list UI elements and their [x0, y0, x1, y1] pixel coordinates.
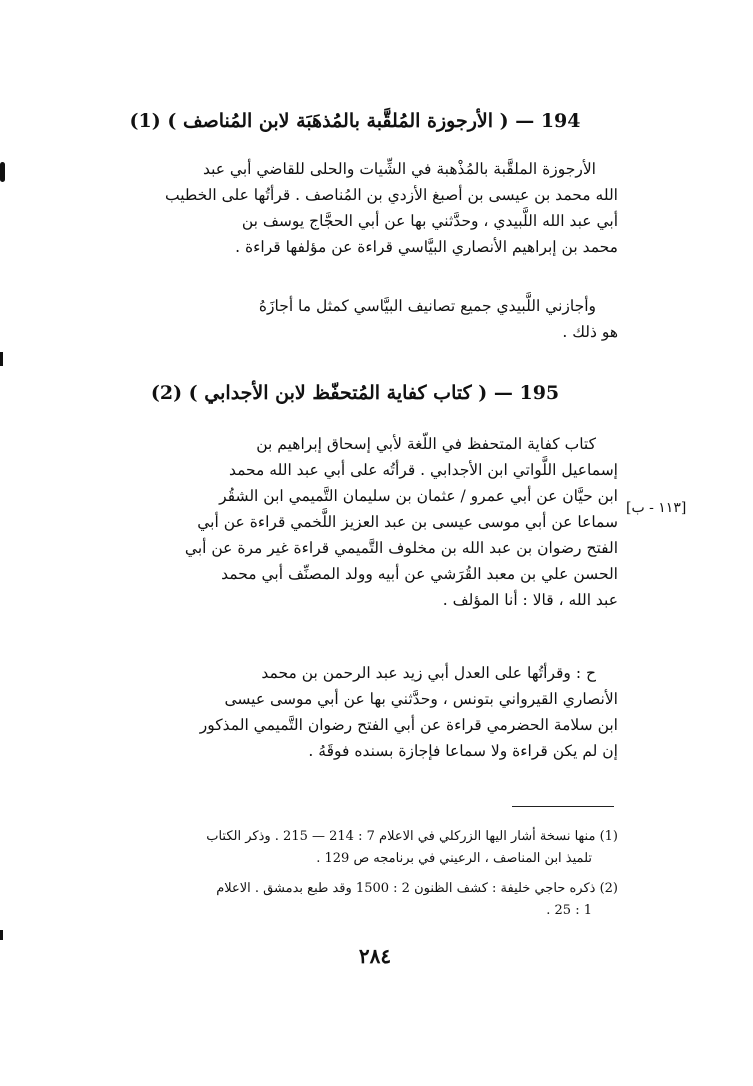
- entry-195-line: ابن حيَّان عن أبي عمرو / عثمان بن سليمان التَّميمي ابن الشقُر: [219, 487, 618, 505]
- entry-194-heading: 194 — ( الأرجوزة المُلقَّبة بالمُذهَبَة لابن المُناصف ) (1): [129, 110, 581, 132]
- left-edge-mark-top: [0, 162, 5, 182]
- footnote-2-line: (2) ذكره حاجي خليفة : كشف الظنون 2 : 1500 وقد طبع بدمشق . الاعلام: [216, 881, 618, 896]
- left-edge-mark-bottom: [0, 930, 3, 940]
- entry-195-line: سماعا عن أبي موسى عيسى بن عبد العزيز اللَّخمي قراءة عن أبي: [197, 513, 618, 531]
- footnote-1-line: (1) منها نسخة أشار اليها الزركلي في الاعلام 7 : 214 — 215 . وذكر الكتاب: [206, 829, 618, 844]
- folio-margin-note: [١١٣ - ب]: [626, 500, 687, 516]
- entry-195-second-chain-paragraph: [128, 660, 618, 764]
- footnote-1-line: تلميذ ابن المناصف ، الرعيني في برنامجه ص 129 .: [316, 851, 592, 866]
- footnote-2: [113, 878, 618, 922]
- entry-194-paragraph: [128, 156, 618, 260]
- entry-195-paragraph: [128, 431, 618, 613]
- entry-195-heading: 195 — ( كتاب كفاية المُتحفّظ لابن الأجدابي ) (2): [150, 382, 560, 404]
- page-number: ٢٨٤: [358, 944, 392, 968]
- entry-194-line: أبي عبد الله اللَّبيدي ، وحدَّثني بها عن أبي الحجَّاج يوسف بن: [241, 212, 618, 230]
- footnote-1: [113, 826, 618, 870]
- entry-195-line: الفتح رضوان بن عبد الله بن مخلوف التَّميمي قراءة غير مرة عن أبي: [184, 539, 618, 557]
- footnote-2-line: 1 : 25 .: [546, 903, 592, 918]
- entry-194-line: الأرجوزة الملقَّبة بالمُذْهبة في الشِّيات والحلى للقاضي أبي عبد: [202, 160, 596, 178]
- entry-194-licence-line: هو ذلك .: [562, 323, 618, 341]
- entry-195-chain-line: ح : وقرأتُها على العدل أبي زيد عبد الرحمن بن محمد: [261, 664, 596, 682]
- entry-195-line: إسماعيل اللَّواتي ابن الأجدابي . قرأتُه على أبي عبد الله محمد: [228, 461, 618, 479]
- entry-194-line: محمد بن إبراهيم الأنصاري البيَّاسي قراءة عن مؤلفها قراءة .: [235, 238, 618, 256]
- entry-195-line: الحسن علي بن معبد القُرَشي عن أبيه وولد المصنِّف أبي محمد: [221, 565, 618, 583]
- entry-195-chain-line: إن لم يكن قراءة ولا سماعا فإجازة بسنده فوقَهُ .: [308, 742, 618, 760]
- entry-195-chain-line: الأنصاري القيرواني بتونس ، وحدَّثني بها عن أبي موسى عيسى: [224, 690, 618, 708]
- entry-194-licence-paragraph: [128, 293, 618, 345]
- footnote-separator: [512, 806, 614, 807]
- entry-194-licence-line: وأجازني اللَّبيدي جميع تصانيف البيَّاسي كمثل ما أجازَهُ: [258, 297, 596, 315]
- entry-195-line: كتاب كفاية المتحفظ في اللّغة لأبي إسحاق إبراهيم بن: [256, 435, 596, 453]
- left-edge-mark-middle: [0, 352, 3, 366]
- entry-195-chain-line: ابن سلامة الحضرمي قراءة عن أبي الفتح رضوان التَّميمي المذكور: [199, 716, 618, 734]
- entry-195-line: عبد الله ، قالا : أنا المؤلف .: [442, 591, 618, 609]
- entry-194-line: الله محمد بن عيسى بن أصبغ الأزدي بن المُناصف . قرأتُها على الخطيب: [165, 186, 618, 204]
